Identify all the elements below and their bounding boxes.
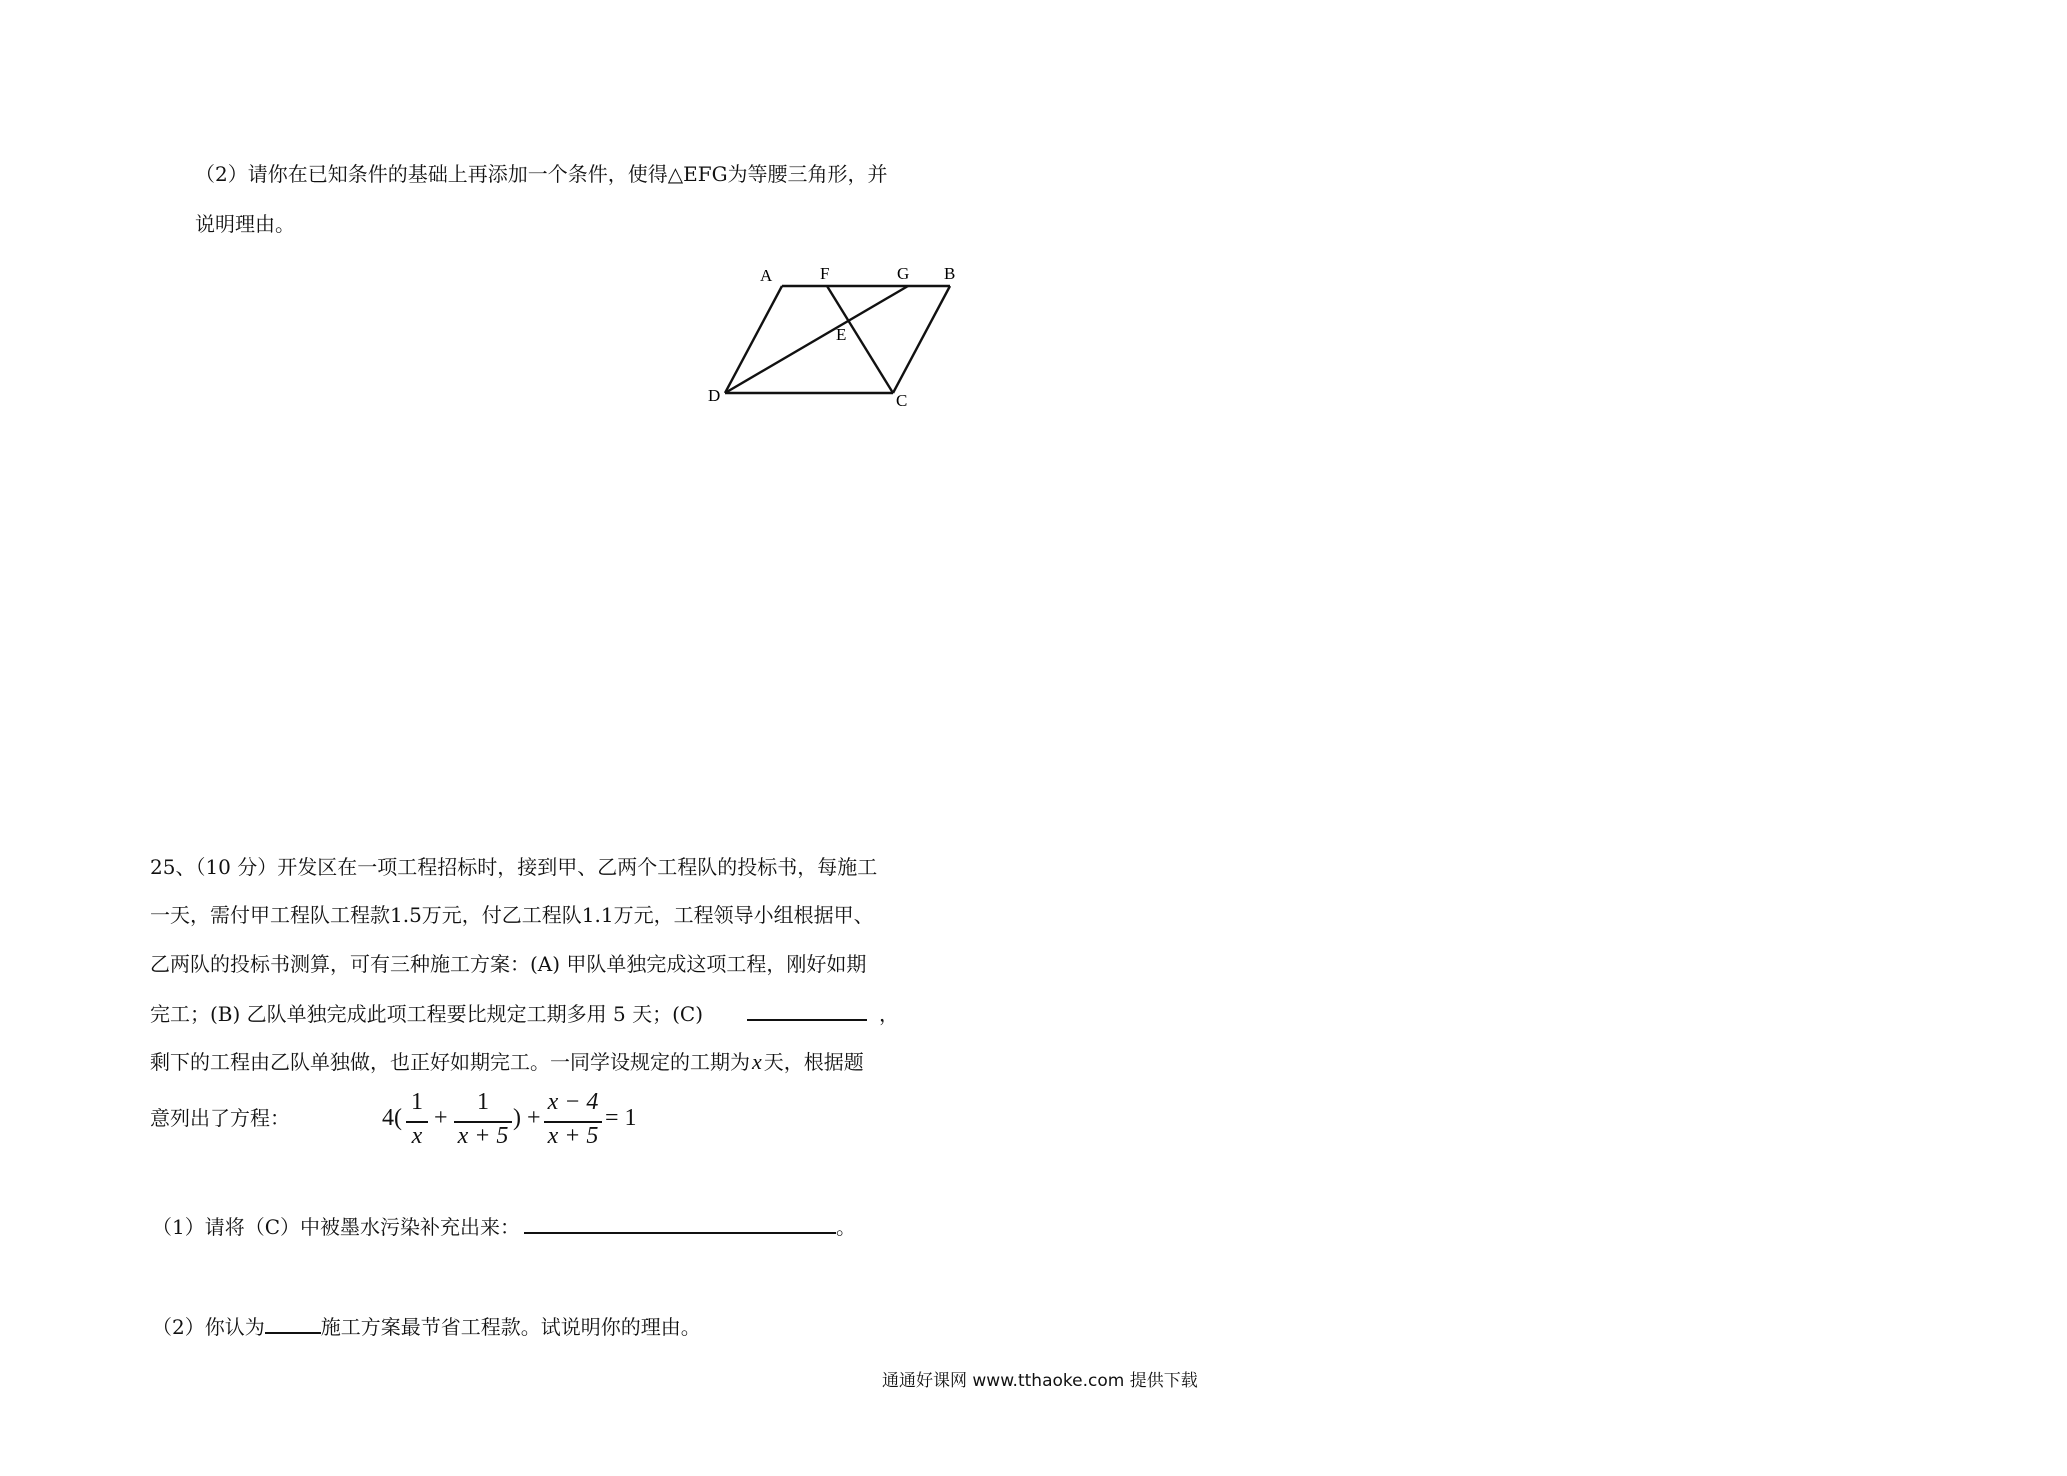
blank-part2[interactable]: [265, 1312, 321, 1334]
q25-line5-end: 天，根据题: [763, 1050, 864, 1074]
q25-line4-text: 完工；(B) 乙队单独完成此项工程要比规定工期多用 5 天；(C): [150, 1002, 704, 1026]
blank-c[interactable]: [747, 999, 867, 1021]
f2-denominator: x + 5: [457, 1123, 509, 1149]
eq-equals: = 1: [605, 1105, 637, 1131]
q25-line1: 25、（10 分）开发区在一项工程招标时，接到甲、乙两个工程队的投标书，每施工: [150, 855, 878, 879]
variable-x: x: [752, 1049, 762, 1074]
f2-numerator: 1: [477, 1089, 489, 1115]
label-f: F: [820, 264, 830, 283]
label-c: C: [896, 391, 908, 410]
q24-part2-line1: （2）请你在已知条件的基础上再添加一个条件，使得△EFG为等腰三角形，并: [195, 162, 888, 186]
fraction-x-minus-4-over-x-plus-5: [544, 1088, 602, 1154]
label-d: D: [708, 386, 721, 405]
q25-line2: 一天，需付甲工程队工程款1.5万元，付乙工程队1.1万元，工程领导小组根据甲、: [150, 903, 874, 927]
q25-line5-text: 剩下的工程由乙队单独做，也正好如期完工。一同学设规定的工期为: [150, 1050, 750, 1074]
label-e: E: [836, 325, 847, 344]
q25-line4: [150, 999, 899, 1028]
q24-part2-line2: 说明理由。: [195, 212, 295, 236]
q25-part2-end: 施工方案最节省工程款。试说明你的理由。: [320, 1315, 701, 1339]
f1-numerator: 1: [411, 1089, 423, 1115]
eq-coef: 4(: [382, 1105, 402, 1131]
fraction-1-over-x: [406, 1088, 428, 1154]
fraction-1-over-x-plus-5: [454, 1088, 512, 1154]
side-bc: [893, 286, 950, 393]
q25-line3: 乙两队的投标书测算，可有三种施工方案：(A) 甲队单独完成这项工程，刚好如期: [150, 952, 867, 976]
q25-line5: [150, 1048, 864, 1076]
eq-close-plus: ) +: [513, 1105, 541, 1131]
footer-source: 通通好课网 www.tthaoke.com 提供下载: [882, 1371, 1198, 1391]
parallelogram-figure: [700, 260, 956, 410]
label-b: B: [944, 264, 956, 283]
q25-part1-end: 。: [836, 1215, 857, 1239]
f1-denominator: x: [411, 1123, 423, 1149]
q25-part2-text: （2）你认为: [152, 1315, 265, 1339]
label-a: A: [760, 266, 773, 285]
q25-part1: [152, 1212, 856, 1241]
f3-numerator: x − 4: [547, 1089, 599, 1115]
label-g: G: [897, 264, 910, 283]
equation: [382, 1088, 642, 1154]
q25-part2: [152, 1312, 701, 1341]
q25-line4-comma: ，: [879, 1002, 900, 1026]
q25-part1-text: （1）请将（C）中被墨水污染补充出来：: [152, 1215, 521, 1239]
blank-part1[interactable]: [524, 1212, 836, 1234]
f3-denominator: x + 5: [547, 1123, 599, 1149]
eq-plus1: +: [434, 1105, 448, 1131]
q25-line6: 意列出了方程：: [150, 1106, 290, 1130]
